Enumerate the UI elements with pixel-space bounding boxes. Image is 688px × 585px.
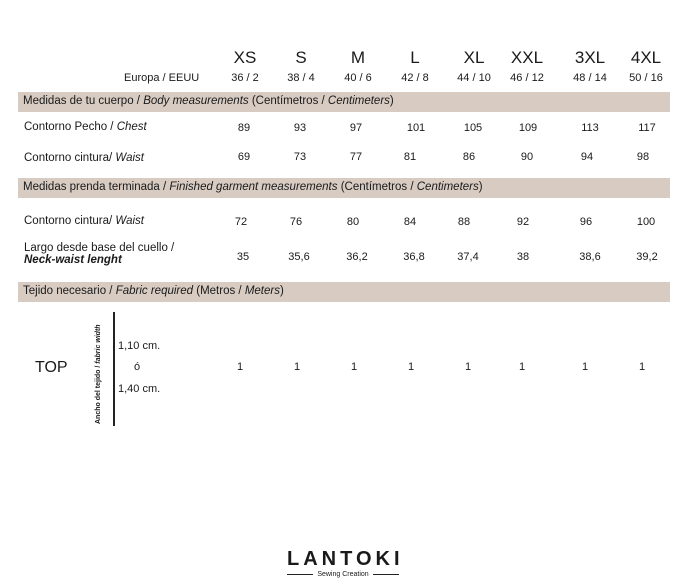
value: 89	[237, 122, 251, 134]
row-label-chest: Contorno Pecho / Chest	[24, 121, 147, 133]
value: 69	[237, 151, 251, 163]
value: 1	[518, 361, 526, 373]
divider	[113, 312, 115, 426]
value: 73	[293, 151, 307, 163]
eu-size-l: 42 / 8	[401, 72, 429, 84]
eu-size-xl: 44 / 10	[457, 72, 491, 84]
value: 1	[407, 361, 415, 373]
row-label-waist-finished: Contorno cintura/ Waist	[24, 215, 144, 227]
value: 113	[581, 122, 599, 134]
size-l: L	[410, 48, 420, 67]
value: 97	[349, 122, 363, 134]
section-body-title: Medidas de tu cuerpo / Body measurements (Centímetros / Centimeters)	[23, 95, 394, 107]
value: 39,2	[636, 251, 658, 263]
eu-size-xxl: 46 / 12	[510, 72, 544, 84]
value: 1	[638, 361, 646, 373]
section-fabric-title: Tejido necesario / Fabric required (Metros / Meters)	[23, 285, 284, 297]
fabric-width-option-1: 1,10 cm.	[118, 340, 161, 352]
fabric-width-or: ó	[134, 361, 141, 373]
value: 96	[579, 216, 593, 228]
value: 92	[516, 216, 530, 228]
value: 94	[580, 151, 594, 163]
value: 90	[520, 151, 534, 163]
value: 1	[350, 361, 358, 373]
brand-name: LANTOKI	[287, 548, 404, 570]
brand-tagline: Sewing Creation	[287, 570, 399, 579]
value: 100	[636, 216, 656, 228]
value: 80	[346, 216, 360, 228]
value: 72	[234, 216, 248, 228]
eu-size-4xl: 50 / 16	[629, 72, 663, 84]
value: 84	[403, 216, 417, 228]
value: 101	[406, 122, 426, 134]
row-label-neck-waist: Largo desde base del cuello / Neck-waist lenght	[24, 242, 175, 266]
garment-label: TOP	[35, 359, 68, 376]
size-xl: XL	[463, 48, 485, 67]
size-m: M	[350, 48, 366, 67]
value: 36,2	[346, 251, 368, 263]
eu-us-label: Europa / EEUU	[124, 72, 200, 84]
brand-logo	[287, 548, 404, 579]
size-xs: XS	[233, 48, 257, 67]
value: 38	[516, 251, 530, 263]
row-label-waist-body: Contorno cintura/ Waist	[24, 152, 144, 164]
value: 88	[457, 216, 471, 228]
value: 81	[403, 151, 417, 163]
value: 109	[518, 122, 538, 134]
eu-size-3xl: 48 / 14	[573, 72, 607, 84]
value: 35	[236, 251, 250, 263]
section-fabric-required	[18, 282, 670, 302]
eu-size-s: 38 / 4	[287, 72, 315, 84]
value: 77	[349, 151, 363, 163]
value: 38,6	[579, 251, 601, 263]
value: 98	[636, 151, 650, 163]
value: 1	[464, 361, 472, 373]
value: 1	[293, 361, 301, 373]
section-finished-title: Medidas prenda terminada / Finished garment measurements (Centímetros / Centimeters)	[23, 181, 483, 193]
eu-size-xs: 36 / 2	[231, 72, 259, 84]
value: 86	[462, 151, 476, 163]
value: 93	[293, 122, 307, 134]
size-4xl: 4XL	[630, 48, 662, 67]
fabric-width-option-2: 1,40 cm.	[118, 383, 161, 395]
section-finished-garment	[18, 178, 670, 198]
value: 1	[581, 361, 589, 373]
value: 37,4	[457, 251, 479, 263]
eu-size-m: 40 / 6	[344, 72, 372, 84]
value: 1	[236, 361, 244, 373]
section-body-measurements	[18, 92, 670, 112]
size-3xl: 3XL	[574, 48, 606, 67]
value: 117	[638, 122, 656, 134]
size-s: S	[295, 48, 307, 67]
value: 35,6	[288, 251, 310, 263]
size-xxl: XXL	[510, 48, 544, 67]
fabric-width-label: Ancho del tejido / fabric width	[95, 324, 102, 424]
value: 36,8	[403, 251, 425, 263]
value: 105	[463, 122, 483, 134]
value: 76	[289, 216, 303, 228]
